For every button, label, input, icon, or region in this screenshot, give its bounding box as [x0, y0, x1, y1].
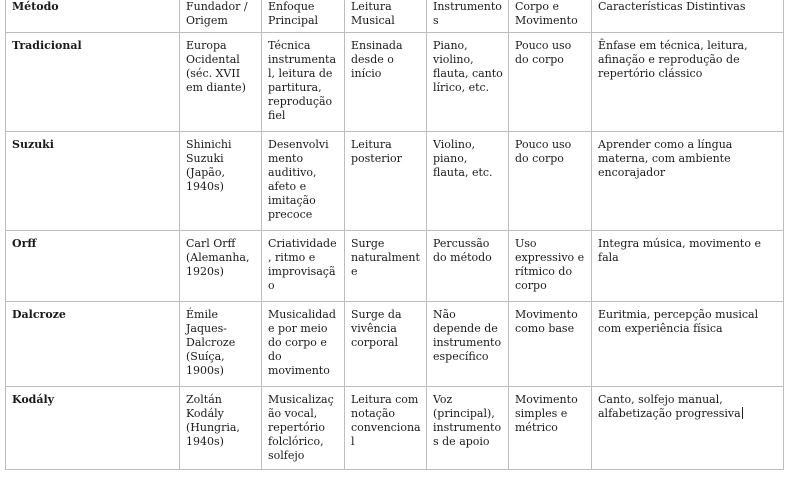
founder-cell: Zoltán Kodály (Hungria, 1940s) [180, 387, 262, 470]
instruments-cell: Voz (principal), instrumentos de apoio [427, 387, 509, 470]
focus-cell: Desenvolvimento auditivo, afeto e imitação precoce [262, 132, 345, 231]
header-cell-method: Método [6, 0, 180, 33]
founder-cell: Shinichi Suzuki (Japão, 1940s) [180, 132, 262, 231]
method-cell: Orff [6, 231, 180, 302]
features-cell: Ênfase em técnica, leitura, afinação e reprodução de repertório clássico [592, 33, 784, 132]
reading-cell: Leitura posterior [345, 132, 427, 231]
reading-cell: Surge da vivência corporal [345, 302, 427, 387]
reading-cell: Surge naturalmente [345, 231, 427, 302]
reading-cell: Ensinada desde o início [345, 33, 427, 132]
instruments-cell: Não depende de instrumento específico [427, 302, 509, 387]
method-cell: Kodály [6, 387, 180, 470]
reading-cell: Leitura com notação convencional [345, 387, 427, 470]
header-cell-focus: Enfoque Principal [262, 0, 345, 33]
text-cursor [742, 407, 743, 419]
header-cell-founder: Fundador / Origem [180, 0, 262, 33]
body-cell: Movimento como base [509, 302, 592, 387]
body-cell: Pouco uso do corpo [509, 132, 592, 231]
table-header-row [6, 0, 784, 33]
instruments-cell: Percussão do método [427, 231, 509, 302]
methods-table [5, 0, 784, 470]
body-cell: Pouco uso do corpo [509, 33, 592, 132]
focus-cell: Criatividade, ritmo e improvisação [262, 231, 345, 302]
method-cell: Suzuki [6, 132, 180, 231]
focus-cell: Técnica instrumental, leitura de partitura, reprodução fiel [262, 33, 345, 132]
features-cell: Integra música, movimento e fala [592, 231, 784, 302]
table-row [6, 132, 784, 231]
founder-cell: Europa Ocidental (séc. XVII em diante) [180, 33, 262, 132]
document-page [5, 0, 784, 470]
header-cell-features: Características Distintivas [592, 0, 784, 33]
header-cell-body: Corpo e Movimento [509, 0, 592, 33]
instruments-cell: Piano, violino, flauta, canto lírico, etc. [427, 33, 509, 132]
features-cell: Euritmia, percepção musical com experiência física [592, 302, 784, 387]
body-cell: Uso expressivo e rítmico do corpo [509, 231, 592, 302]
focus-cell: Musicalização vocal, repertório folclórico, solfejo [262, 387, 345, 470]
table-row [6, 231, 784, 302]
founder-cell: Émile Jaques-Dalcroze (Suíça, 1900s) [180, 302, 262, 387]
method-cell: Dalcroze [6, 302, 180, 387]
instruments-cell: Violino, piano, flauta, etc. [427, 132, 509, 231]
focus-cell: Musicalidade por meio do corpo e do movimento [262, 302, 345, 387]
body-cell: Movimento simples e métrico [509, 387, 592, 470]
header-cell-instruments: Instrumentos [427, 0, 509, 33]
table-row [6, 387, 784, 470]
features-cell: Aprender como a língua materna, com ambiente encorajador [592, 132, 784, 231]
table-row [6, 302, 784, 387]
features-cell[interactable] [592, 387, 784, 470]
method-cell: Tradicional [6, 33, 180, 132]
founder-cell: Carl Orff (Alemanha, 1920s) [180, 231, 262, 302]
table-row [6, 33, 784, 132]
features-text: Canto, solfejo manual, alfabetização progressiva [598, 393, 741, 420]
header-cell-reading: Leitura Musical [345, 0, 427, 33]
